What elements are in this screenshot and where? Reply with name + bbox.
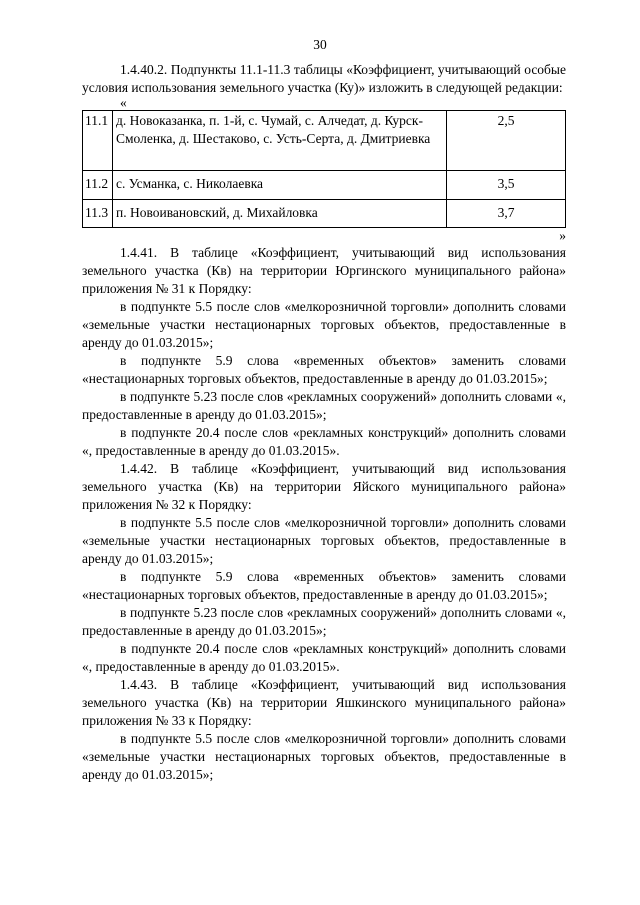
row-value: 3,5 xyxy=(447,171,566,200)
intro-paragraph: 1.4.40.2. Подпункты 11.1-11.3 таблицы «Коэффициент, учитывающий особые условия использования земельного участка (Ку)» изложить в следующей редакции: xyxy=(82,62,566,95)
row-description: д. Новоказанка, п. 1-й, с. Чумай, с. Алчедат, д. Курск-Смоленка, д. Шестаково, с. Усть-Серта, д. Дмитриевка xyxy=(113,111,447,171)
amendment-paragraph: в подпункте 5.23 после слов «рекламных сооружений» дополнить словами «, предоставленные в аренду до 01.03.2015»; xyxy=(82,389,566,422)
quote-open: « xyxy=(120,95,127,110)
row-code: 11.1 xyxy=(83,111,113,171)
amendment-paragraph: в подпункте 5.9 слова «временных объектов» заменить словами «нестационарных торговых объектов, предоставленные в аренду до 01.03.2015»; xyxy=(82,353,566,386)
table-row xyxy=(83,111,566,171)
section-paragraph: 1.4.43. В таблице «Коэффициент, учитывающий вид использования земельного участка (Кв) на территории Яшкинского муниципального района» приложения № 33 к Порядку: xyxy=(82,677,566,728)
amendment-paragraph: в подпункте 5.5 после слов «мелкорозничной торговли» дополнить словами «земельные участки нестационарных торговых объектов, предоставленные в аренду до 01.03.2015»; xyxy=(82,299,566,350)
section-paragraph: 1.4.42. В таблице «Коэффициент, учитывающий вид использования земельного участка (Кв) на территории Яйского муниципального района» приложения № 32 к Порядку: xyxy=(82,461,566,512)
quote-close: » xyxy=(559,228,566,243)
amendment-paragraph: в подпункте 20.4 после слов «рекламных конструкций» дополнить словами «, предоставленные в аренду до 01.03.2015». xyxy=(82,425,566,458)
table-row xyxy=(83,200,566,228)
amendment-paragraph: в подпункте 20.4 после слов «рекламных конструкций» дополнить словами «, предоставленные в аренду до 01.03.2015». xyxy=(82,641,566,674)
amendment-paragraph: в подпункте 5.23 после слов «рекламных сооружений» дополнить словами «, предоставленные в аренду до 01.03.2015»; xyxy=(82,605,566,638)
row-description: с. Усманка, с. Николаевка xyxy=(113,171,447,200)
row-code: 11.3 xyxy=(83,200,113,228)
page-number: 30 xyxy=(313,37,327,52)
row-value: 3,7 xyxy=(447,200,566,228)
amendment-paragraph: в подпункте 5.5 после слов «мелкорозничной торговли» дополнить словами «земельные участки нестационарных торговых объектов, предоставленные в аренду до 01.03.2015»; xyxy=(82,731,566,782)
amendment-paragraph: в подпункте 5.5 после слов «мелкорозничной торговли» дополнить словами «земельные участки нестационарных торговых объектов, предоставленные в аренду до 01.03.2015»; xyxy=(82,515,566,566)
coefficient-table xyxy=(82,110,566,228)
amendment-paragraph: в подпункте 5.9 слова «временных объектов» заменить словами «нестационарных торговых объектов, предоставленные в аренду до 01.03.2015»; xyxy=(82,569,566,602)
document-body xyxy=(82,61,566,784)
section-paragraph: 1.4.41. В таблице «Коэффициент, учитывающий вид использования земельного участка (Кв) на территории Юргинского муниципального района» приложения № 31 к Порядку: xyxy=(82,245,566,296)
table-row xyxy=(83,171,566,200)
row-value: 2,5 xyxy=(447,111,566,171)
row-description: п. Новоивановский, д. Михайловка xyxy=(113,200,447,228)
row-code: 11.2 xyxy=(83,171,113,200)
